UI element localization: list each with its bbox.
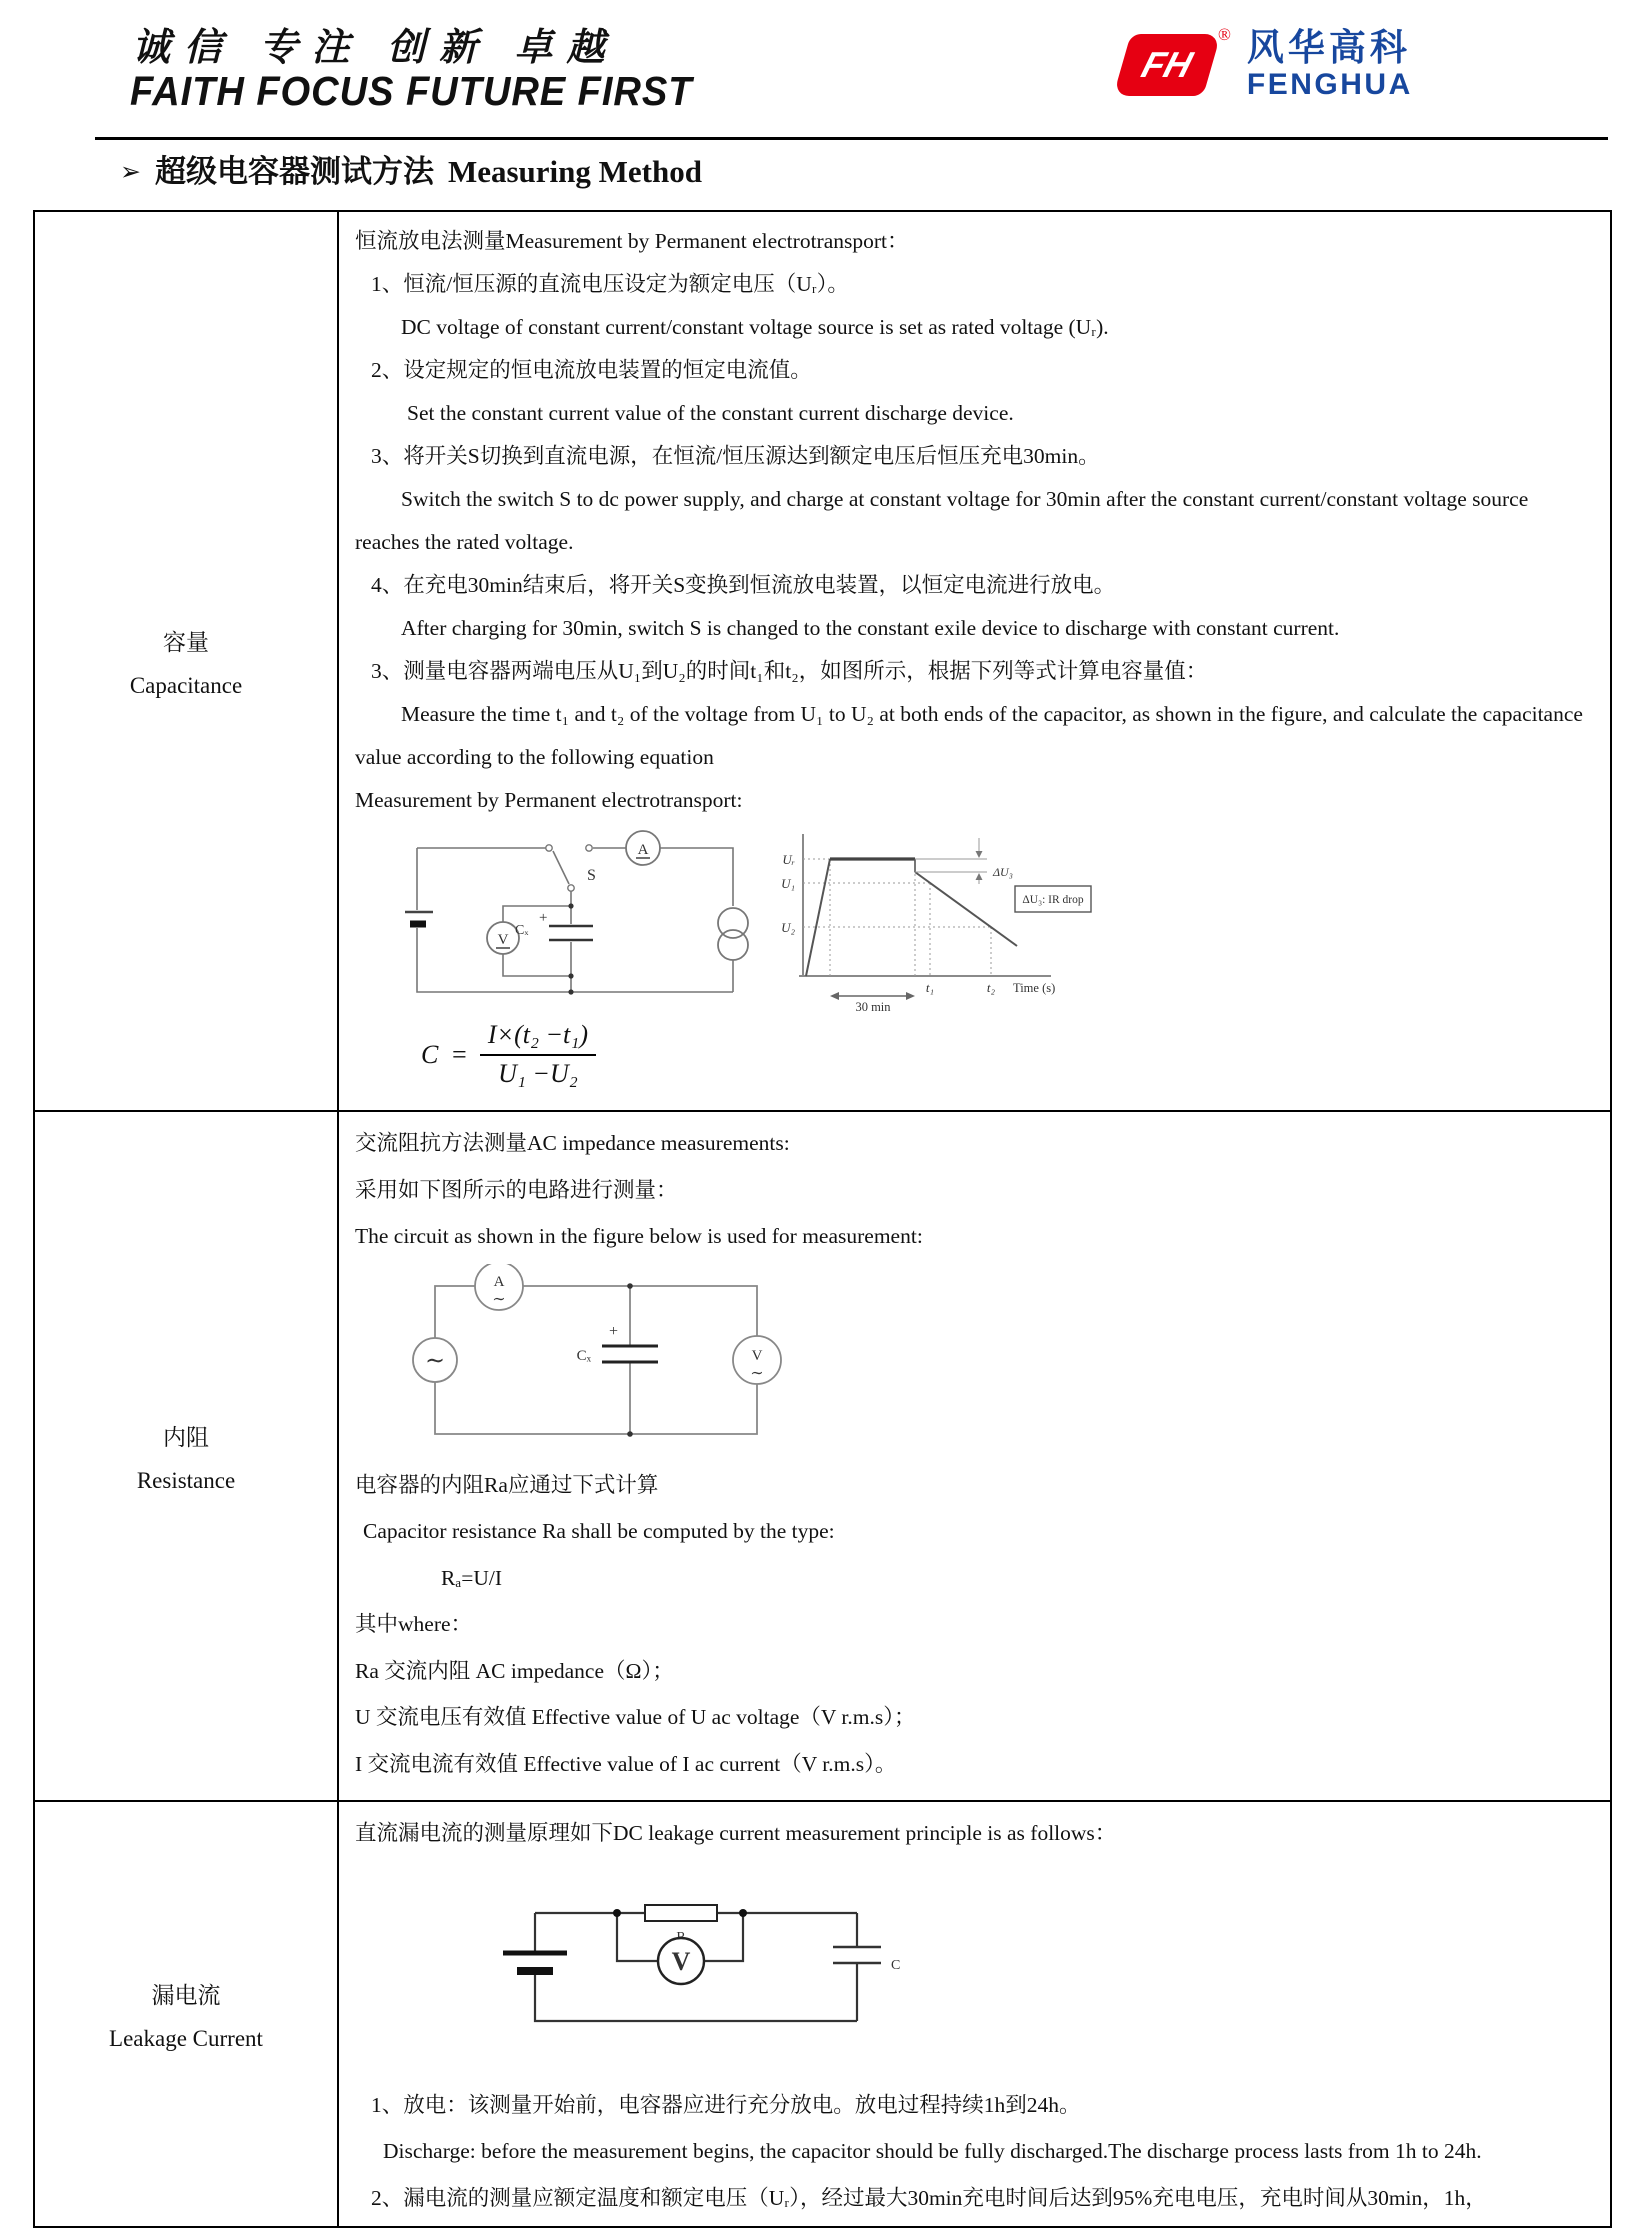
capacitor-label: C — [891, 1957, 901, 1973]
method-step: 1、恒流/恒压源的直流电压设定为额定电压（Uᵣ）。 — [371, 272, 849, 296]
method-step: I 交流电流有效值 Effective value of I ac current（V r.m.s）。 — [355, 1751, 897, 1776]
method-step: Capacitor resistance Ra shall be computed by the type: — [363, 1519, 835, 1543]
ammeter-label: A — [637, 842, 649, 858]
ac-ammeter-label: A — [493, 1273, 505, 1290]
method-step: Set the constant current value of the constant current discharge device. — [407, 401, 1014, 425]
section-label-en: Resistance — [136, 1467, 236, 1493]
method-step: Rₐ=U/I — [441, 1565, 503, 1590]
method-step: Measurement by Permanent electrotransport: — [355, 788, 743, 812]
method-step: 采用如下图所示的电路进行测量： — [355, 1177, 678, 1202]
method-step: 4、在充电30min结束后，将开关S变换到恒流放电装置，以恒定电流进行放电。 — [371, 573, 1116, 597]
method-step: Ra 交流内阻 AC impedance（Ω）； — [355, 1658, 674, 1683]
page-title — [120, 146, 702, 191]
section-label-resistance — [35, 1112, 339, 1800]
section-label-capacitance — [35, 212, 339, 1110]
rated-voltage-tick: Uᵣ — [782, 852, 795, 867]
section-label-en: Leakage Current — [109, 2025, 263, 2051]
capacitance-formula — [421, 1020, 1596, 1089]
method-step: 1、放电：该测量开始前，电容器应进行充分放电。放电过程持续1h到24h。 — [371, 2092, 1081, 2117]
resistor-symbol — [645, 1905, 717, 1921]
voltmeter-label: V — [497, 932, 509, 948]
formula-fraction — [480, 1020, 596, 1089]
capacitor-label: Cₓ — [515, 923, 529, 938]
method-step: 交流阻抗方法测量AC impedance measurements: — [355, 1131, 790, 1155]
capacitance-content — [339, 212, 1610, 1110]
polarity-label: + — [539, 910, 548, 926]
measuring-method-table — [33, 210, 1612, 2228]
switch-label: S — [587, 867, 596, 884]
formula-denominator: U₁ −U₂ — [498, 1059, 578, 1088]
capacitance-measurement-figure — [403, 826, 1093, 1012]
logo-name-cn: 风华高科 — [1246, 27, 1411, 68]
page-title-cn: 超级电容器测试方法 — [154, 154, 434, 189]
logo-mark-letters: FH — [1137, 44, 1198, 85]
formula-equals: = — [450, 1039, 468, 1069]
table-row-resistance — [35, 1110, 1610, 1800]
formula-numerator: I×(t₂ −t₁) — [480, 1020, 596, 1056]
capacitor-symbol — [833, 1947, 881, 1963]
company-slogan-cn: 诚信 专注 创新 卓越 — [132, 27, 619, 69]
method-step: 3、将开关S切换到直流电源，在恒流/恒压源达到额定电压后恒压充电30min。 — [371, 444, 1100, 468]
charge-span-label: 30 min — [855, 1000, 891, 1012]
t2-tick: t₂ — [986, 980, 996, 995]
ammeter-wave-icon: ∼ — [492, 1290, 506, 1308]
time-axis-label: Time (s) — [1013, 981, 1056, 995]
page-title-en: Measuring Method — [447, 154, 702, 189]
formula-lhs: C — [421, 1039, 439, 1069]
capacitor-label: Cₓ — [576, 1347, 591, 1364]
u2-tick: U₂ — [781, 920, 795, 935]
section-label-en: Capacitance — [129, 672, 243, 698]
method-step: 3、测量电容器两端电压从U₁到U₂的时间t₁和t₂，如图所示，根据下列等式计算电容量值： — [371, 659, 1208, 683]
method-step: Discharge: before the measurement begins, the capacitor should be fully discharged.The discharge process lasts from 1h to 24h. — [383, 2139, 1482, 2163]
voltmeter-wave-icon: ∼ — [750, 1364, 764, 1382]
company-slogan-en: FAITH FOCUS FUTURE FIRST — [130, 68, 693, 114]
battery-symbol — [503, 1953, 567, 1971]
method-step: 2、漏电流的测量应额定温度和额定电压（Uᵣ），经过最大30min充电时间后达到95%充电电压，充电时间从30min，1h， — [371, 2185, 1487, 2210]
method-step: 2、设定规定的恒电流放电装置的恒定电流值。 — [371, 358, 812, 382]
method-step: DC voltage of constant current/constant voltage source is set as rated voltage (Uᵣ). — [401, 315, 1109, 339]
resistance-content — [339, 1112, 1610, 1800]
logo-names — [1247, 28, 1413, 100]
method-step: Measure the time t₁ and t₂ of the voltage from U₁ to U₂ at both ends of the capacitor, as shown in the figure, and calculate the capacitance value according to the following equation — [355, 702, 1583, 769]
table-row-leakage-current — [35, 1800, 1610, 2226]
method-step: U 交流电压有效值 Effective value of U ac voltage（V r.m.s）； — [355, 1705, 916, 1729]
switch-contact — [546, 845, 552, 851]
voltmeter-label: V — [671, 1946, 691, 1976]
method-step: 其中where： — [355, 1612, 473, 1636]
method-step: 恒流放电法测量Measurement by Permanent electrotransport： — [355, 229, 909, 253]
method-step: Switch the switch S to dc power supply, and charge at constant voltage for 30min after the constant current/constant voltage source reaches the rated voltage. — [355, 487, 1529, 554]
title-bullet-icon: ➢ — [120, 159, 141, 186]
fenghua-logo-mark — [1113, 34, 1221, 96]
t1-tick: t₁ — [925, 980, 935, 995]
fenghua-logo — [1122, 24, 1413, 100]
method-step: 直流漏电流的测量原理如下DC leakage current measurement principle is as follows： — [355, 1821, 1117, 1845]
switch-pivot — [568, 885, 574, 891]
logo-name-en: FENGHUA — [1246, 67, 1413, 101]
section-label-cn: 容量 — [163, 629, 209, 655]
method-step: After charging for 30min, switch S is changed to the constant exile device to discharge with constant current. — [401, 616, 1340, 640]
ir-drop-note: ΔU₃: IR drop — [1022, 894, 1084, 906]
method-step: The circuit as shown in the figure below is used for measurement: — [355, 1224, 923, 1248]
section-label-cn: 漏电流 — [151, 1982, 221, 2008]
leakage-current-circuit-diagram — [495, 1897, 925, 2037]
battery-symbol — [405, 912, 433, 924]
registered-trademark-symbol: ® — [1218, 25, 1231, 44]
capacitor-symbol — [602, 1346, 658, 1362]
leakage-current-content — [339, 1802, 1610, 2226]
ac-impedance-circuit-diagram — [393, 1264, 813, 1454]
switch-contact — [586, 845, 592, 851]
ac-voltmeter-label: V — [751, 1347, 763, 1364]
ac-source-wave-icon: ∼ — [424, 1347, 446, 1374]
charge-discharge-curve — [806, 859, 1017, 976]
polarity-label: + — [609, 1322, 619, 1340]
header-divider — [95, 137, 1608, 140]
table-row-capacitance — [35, 212, 1610, 1110]
capacitor-symbol — [549, 926, 593, 940]
section-label-cn: 内阻 — [163, 1424, 209, 1450]
current-source-symbol — [718, 908, 748, 960]
delta-u3-label: ΔU₃ — [993, 865, 1013, 879]
section-label-leakage-current — [35, 1802, 339, 2226]
method-step: 电容器的内阻Ra应通过下式计算 — [355, 1472, 659, 1497]
u1-tick: U₁ — [781, 876, 795, 891]
